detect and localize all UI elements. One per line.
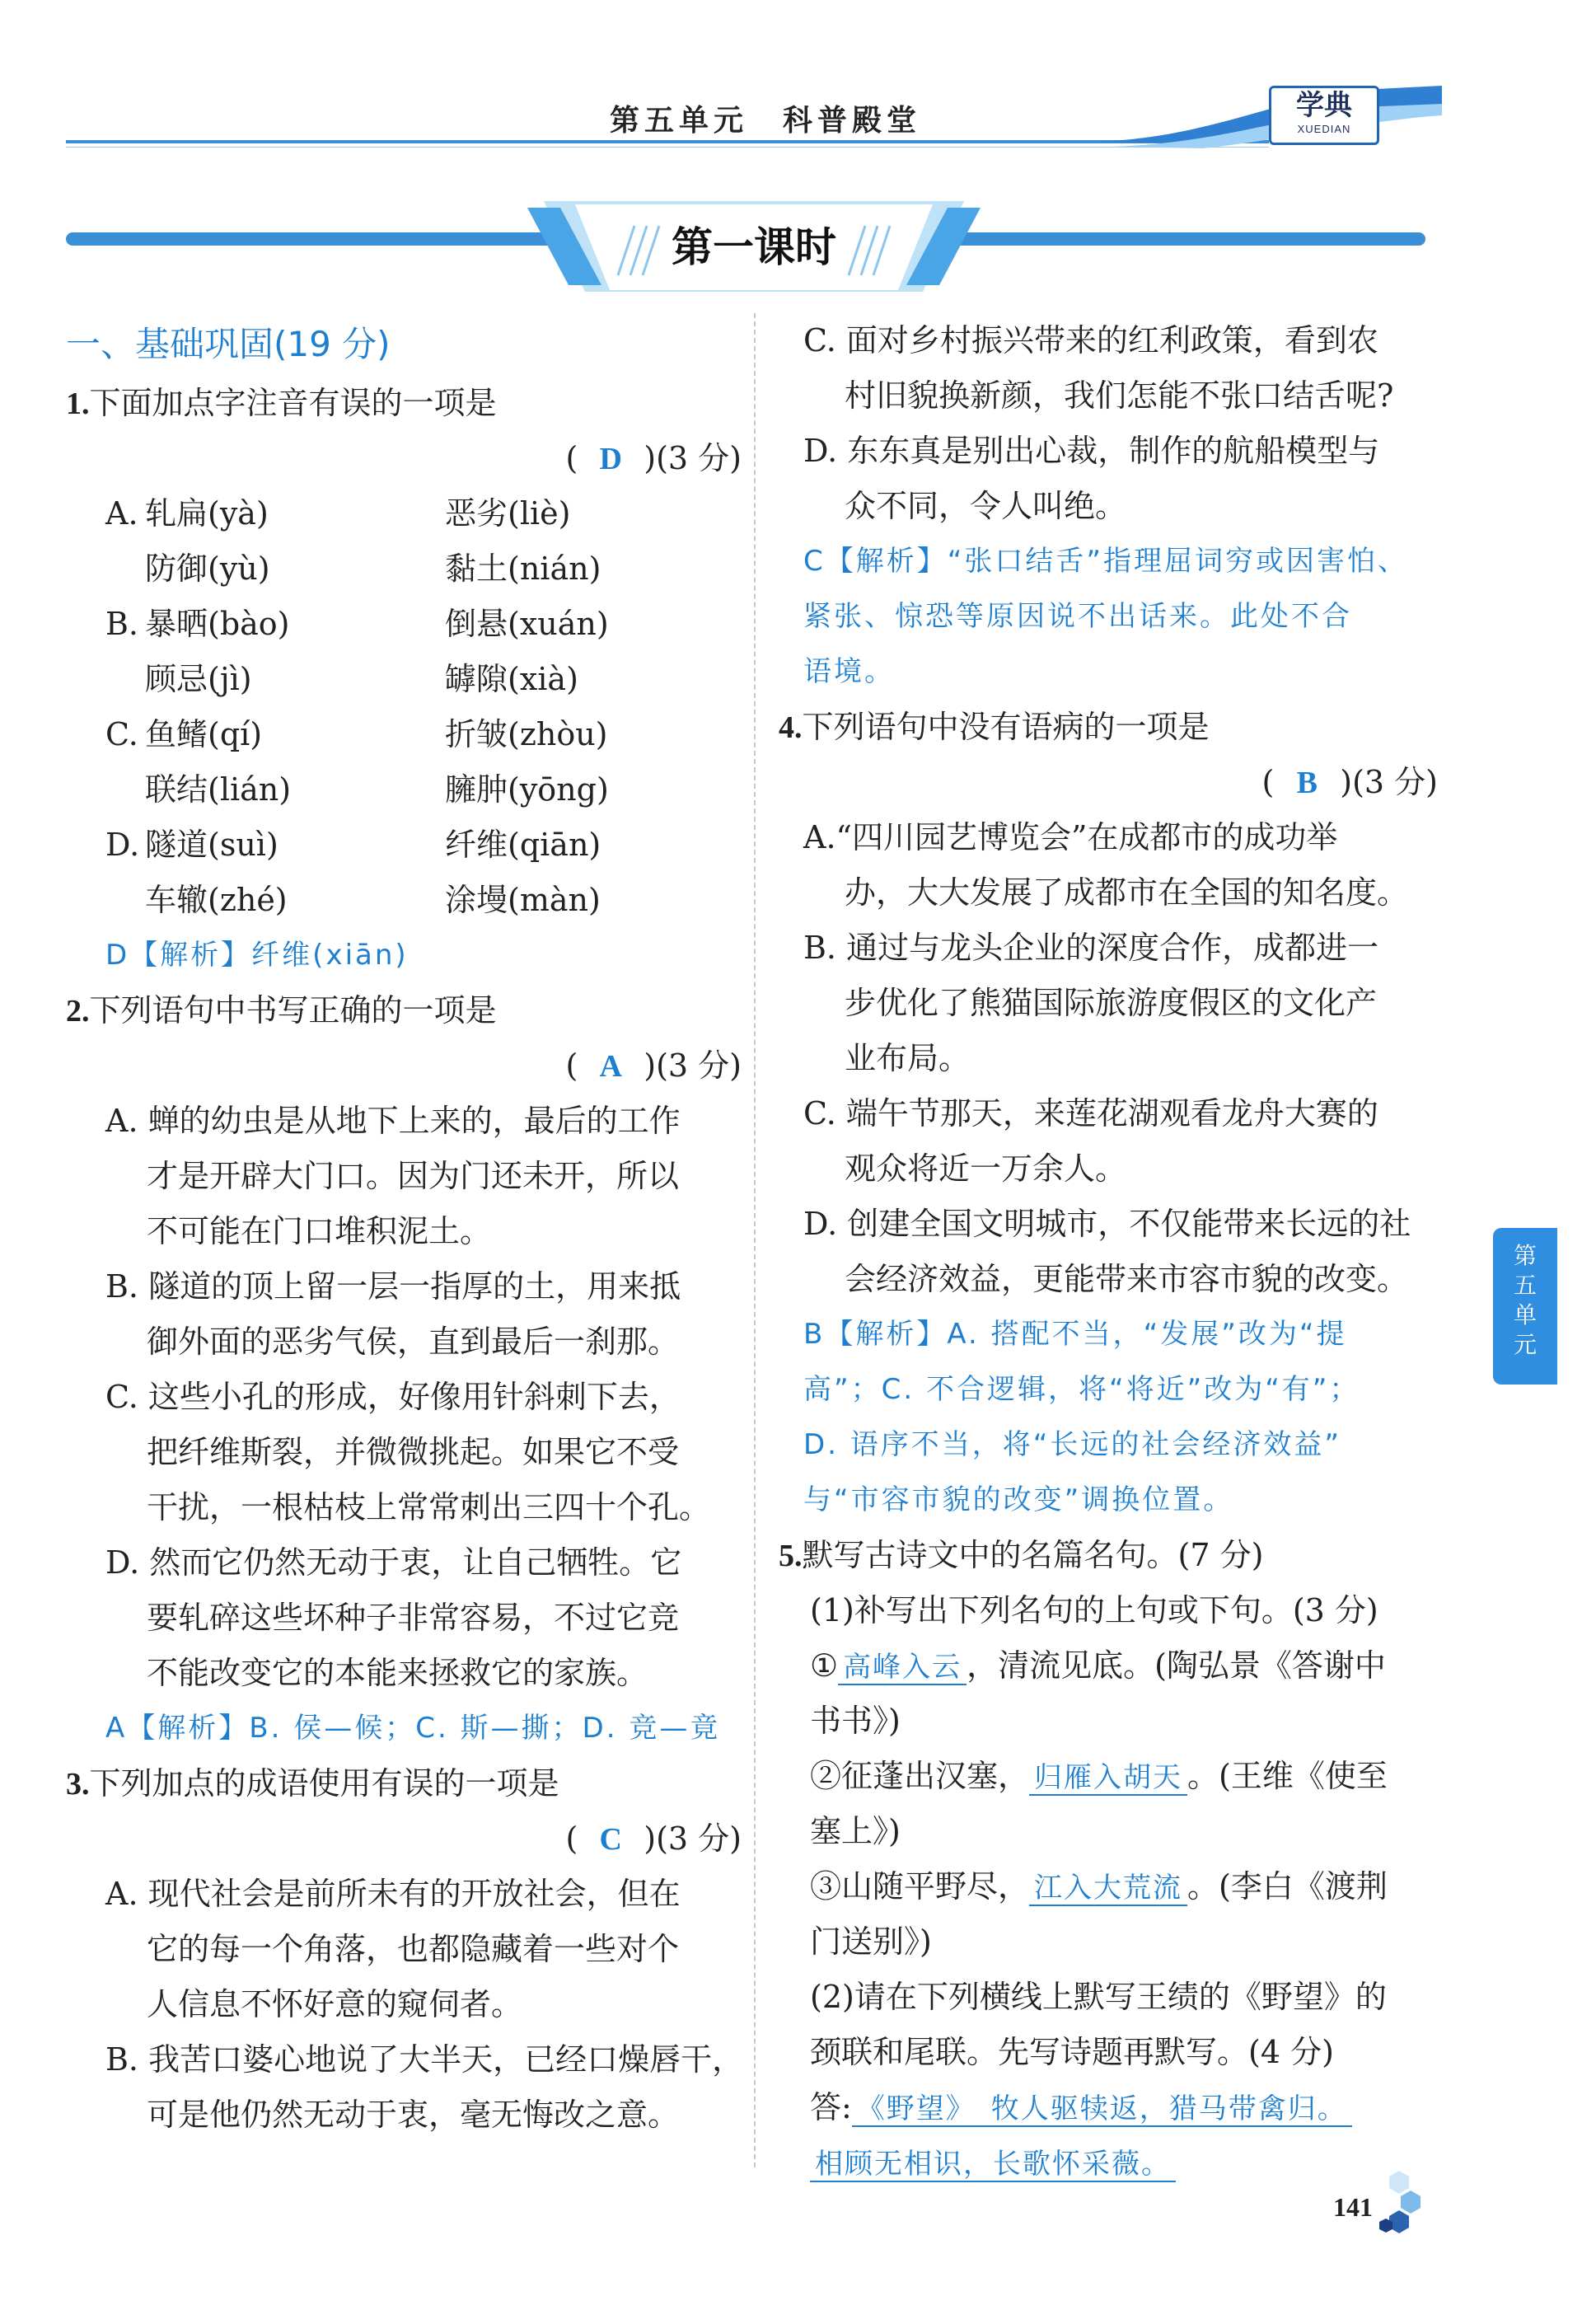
side-tab-char: 单 [1513, 1301, 1537, 1328]
option-item: 罅隙(xià) [445, 661, 578, 697]
option-item: 暴晒(bào) [145, 606, 290, 642]
answer-letter: B [1296, 766, 1318, 800]
analysis: 紧张、惊恐等原因说不出话来。此处不合 [803, 600, 1352, 633]
unit-side-tab [1493, 1228, 1557, 1385]
option-label: B. [105, 606, 139, 642]
option-line: 众不同，令人叫绝。 [845, 488, 1127, 524]
section-title: 一、基础巩固(19 分) [66, 324, 391, 364]
option-item: 隧道(suì) [145, 827, 278, 863]
recite-item-2 [779, 1749, 1438, 1804]
option-item: 倒悬(xuán) [445, 606, 609, 642]
answer-row [66, 1811, 742, 1867]
recite-item-2-cont: 塞上》) [810, 1813, 901, 1849]
sub-question: (1)补写出下列名句的上句或下句。(3 分) [810, 1592, 1378, 1628]
option-label: D. [105, 827, 140, 863]
filled-answer: 高峰入云 [838, 1651, 967, 1685]
option-item: 鱼鳍(qí) [145, 716, 263, 752]
recite-item-1-cont: 书书》) [810, 1703, 901, 1739]
analysis: D【解析】纤维(xiān) [105, 939, 409, 972]
item-text: 。(王维《使至 [1187, 1758, 1388, 1794]
option-item: 纤维(qiān) [445, 827, 601, 863]
poem-answer-line-1 [779, 2080, 1438, 2135]
brand-name: 学典 [1296, 89, 1352, 122]
question-number: 3. [66, 1767, 90, 1802]
option-item: 车辙(zhé) [145, 882, 288, 918]
paren: ( [565, 440, 578, 476]
option-line: 办，大大发展了成都市在全国的知名度。 [845, 874, 1409, 911]
brand-logo [1269, 86, 1379, 145]
answer-letter: D [599, 442, 622, 476]
option-line: B. 我苦口婆心地说了大半天，已经口燥唇干， [105, 2041, 744, 2078]
side-tab-char: 第 [1513, 1242, 1537, 1269]
option-row [66, 597, 742, 652]
analysis: 与“市容市貌的改变”调换位置。 [803, 1483, 1234, 1516]
question-text: 下面加点字注音有误的一项是 [89, 385, 497, 421]
option-line: 它的每一个角落，也都隐藏着一些对个 [147, 1931, 680, 1967]
score: )(3 分) [644, 1047, 742, 1084]
question-4-stem [779, 700, 1438, 755]
answer-row [66, 1038, 742, 1094]
option-row [66, 762, 742, 818]
option-line: C. 面对乡村振兴带来的红利政策，看到农 [803, 322, 1378, 358]
item-marker: ① [810, 1647, 839, 1684]
question-text: 默写古诗文中的名篇名句。(7 分) [802, 1537, 1264, 1573]
header-rule-thin [66, 147, 1269, 148]
option-row [66, 541, 742, 597]
analysis: D. 语序不当，将“长远的社会经济效益” [803, 1428, 1342, 1461]
option-item: 防御(yù) [145, 551, 270, 587]
option-item: 恶劣(liè) [445, 495, 571, 532]
answer-row [66, 431, 742, 486]
option-row [66, 707, 742, 762]
option-line: C. 端午节那天，来莲花湖观看龙舟大赛的 [803, 1095, 1378, 1132]
answer-letter: C [599, 1822, 622, 1857]
option-line: 可是他仍然无动于衷，毫无悔改之意。 [147, 2097, 680, 2133]
analysis: B【解析】A. 搭配不当，“发展”改为“提 [803, 1318, 1347, 1351]
option-line: D. 然而它仍然无动于衷，让自己牺牲。它 [105, 1544, 682, 1581]
filled-answer: 《野望》 牧人驱犊返，猎马带禽归。 [852, 2092, 1352, 2127]
option-line: A. 现代社会是前所未有的开放社会，但在 [105, 1876, 681, 1912]
option-label: A. [105, 495, 138, 532]
lesson-title: 第一课时 [672, 223, 836, 271]
question-number: 2. [66, 994, 90, 1028]
item-text: ②征蓬出汉塞， [810, 1758, 1030, 1794]
option-line: 不能改变它的本能来拯救它的家族。 [147, 1655, 648, 1691]
option-line: 御外面的恶劣气侯，直到最后一刹那。 [147, 1324, 680, 1360]
item-text: 。(李白《渡荆 [1187, 1868, 1388, 1905]
option-line: 观众将近一万余人。 [845, 1150, 1127, 1187]
poem-answer-line-2 [779, 2135, 1438, 2190]
option-line: 村旧貌换新颜，我们怎能不张口结舌呢? [845, 377, 1394, 414]
brand-name-en: XUEDIAN [1297, 123, 1351, 135]
option-item: 顾忌(jì) [145, 661, 252, 697]
analysis: A【解析】B. 侯—候；C. 斯—撕；D. 竞—竟 [105, 1712, 721, 1745]
sub-question: (2)请在下列横线上默写王绩的《野望》的 [810, 1979, 1387, 2015]
option-line: 才是开辟大门口。因为门还未开，所以 [147, 1158, 680, 1194]
option-item: 联结(lián) [145, 771, 292, 808]
hexagon-decoration [1374, 2169, 1424, 2243]
question-text: 下列语句中没有语病的一项是 [802, 709, 1210, 745]
option-line: 人信息不怀好意的窥伺者。 [147, 1986, 523, 2022]
header-rule [66, 140, 1269, 143]
right-column [779, 313, 1438, 2190]
option-line: 把纤维斯裂，并微微挑起。如果它不受 [147, 1434, 680, 1470]
option-line: 业布局。 [845, 1040, 971, 1076]
question-1-stem [66, 376, 742, 431]
option-row [66, 818, 742, 873]
option-item: 轧扁(yà) [145, 495, 269, 532]
answer-label: 答: [810, 2089, 852, 2125]
option-row [66, 486, 742, 541]
left-column [66, 313, 742, 2143]
option-line: B. 隧道的顶上留一层一指厚的土，用来抵 [105, 1268, 681, 1305]
item-text: ，清流见底。(陶弘景《答谢中 [967, 1647, 1386, 1684]
filled-answer: 相顾无相识，长歌怀采薇。 [810, 2148, 1176, 2182]
question-text: 下列语句中书写正确的一项是 [89, 992, 497, 1028]
option-item: 臃肿(yōng) [445, 771, 609, 808]
paren: ( [1261, 764, 1275, 800]
page-number: 141 [1333, 2192, 1373, 2222]
question-number: 1. [66, 387, 90, 421]
option-line: 步优化了熊猫国际旅游度假区的文化产 [845, 985, 1378, 1021]
option-line: 不可能在门口堆积泥土。 [147, 1213, 492, 1249]
answer-row [779, 755, 1438, 810]
option-row [66, 652, 742, 707]
option-line: D. 创建全国文明城市，不仅能带来长远的社 [803, 1206, 1411, 1242]
score: )(3 分) [1340, 764, 1438, 800]
option-item: 折皱(zhòu) [445, 716, 608, 752]
filled-answer: 归雁入胡天 [1029, 1761, 1187, 1796]
score: )(3 分) [644, 440, 742, 476]
side-tab-char: 元 [1513, 1331, 1537, 1358]
option-line: B. 通过与龙头企业的深度合作，成都进一 [803, 930, 1379, 966]
question-number: 5. [779, 1539, 803, 1573]
side-tab-char: 五 [1513, 1272, 1537, 1299]
option-item: 涂墁(màn) [445, 882, 601, 918]
filled-answer: 江入大荒流 [1029, 1872, 1187, 1906]
paren: ( [565, 1820, 578, 1857]
recite-item-1 [779, 1638, 1438, 1694]
recite-item-3-cont: 门送别》) [810, 1923, 932, 1960]
question-5-stem [779, 1528, 1438, 1583]
option-item: 黏土(nián) [445, 551, 601, 587]
option-line: 会经济效益，更能带来市容市貌的改变。 [845, 1261, 1409, 1297]
unit-title: 第五单元 科普殿堂 [610, 103, 922, 138]
item-text: ③山随平野尽， [810, 1868, 1030, 1905]
question-text: 下列加点的成语使用有误的一项是 [89, 1765, 559, 1802]
answer-letter: A [599, 1049, 622, 1084]
score: )(3 分) [644, 1820, 742, 1857]
option-line: 干扰，一根枯枝上常常刺出三四十个孔。 [147, 1489, 711, 1525]
option-line: C. 这些小孔的形成，好像用针斜刺下去， [105, 1379, 681, 1415]
analysis: 高”；C. 不合逻辑，将“将近”改为“有”； [803, 1373, 1360, 1406]
option-label: C. [105, 716, 138, 752]
analysis: C【解析】“张口结舌”指理屈词穷或因害怕、 [803, 545, 1408, 578]
option-line: D. 东东真是别出心裁，制作的航船模型与 [803, 433, 1380, 469]
paren: ( [565, 1047, 578, 1084]
recite-item-3 [779, 1859, 1438, 1914]
option-line: A.“四川园艺博览会”在成都市的成功举 [803, 819, 1338, 855]
option-row [66, 873, 742, 928]
question-3-stem [66, 1756, 742, 1811]
question-1-options [66, 486, 742, 928]
column-divider [754, 313, 756, 2167]
option-line: 要轧碎这些坏种子非常容易，不过它竞 [147, 1600, 680, 1636]
question-number: 4. [779, 710, 803, 745]
question-2-stem [66, 983, 742, 1038]
analysis: 语境。 [803, 655, 895, 688]
sub-question-cont: 颈联和尾联。先写诗题再默写。(4 分) [810, 2034, 1334, 2070]
option-line: A. 蝉的幼虫是从地下上来的，最后的工作 [105, 1103, 681, 1139]
